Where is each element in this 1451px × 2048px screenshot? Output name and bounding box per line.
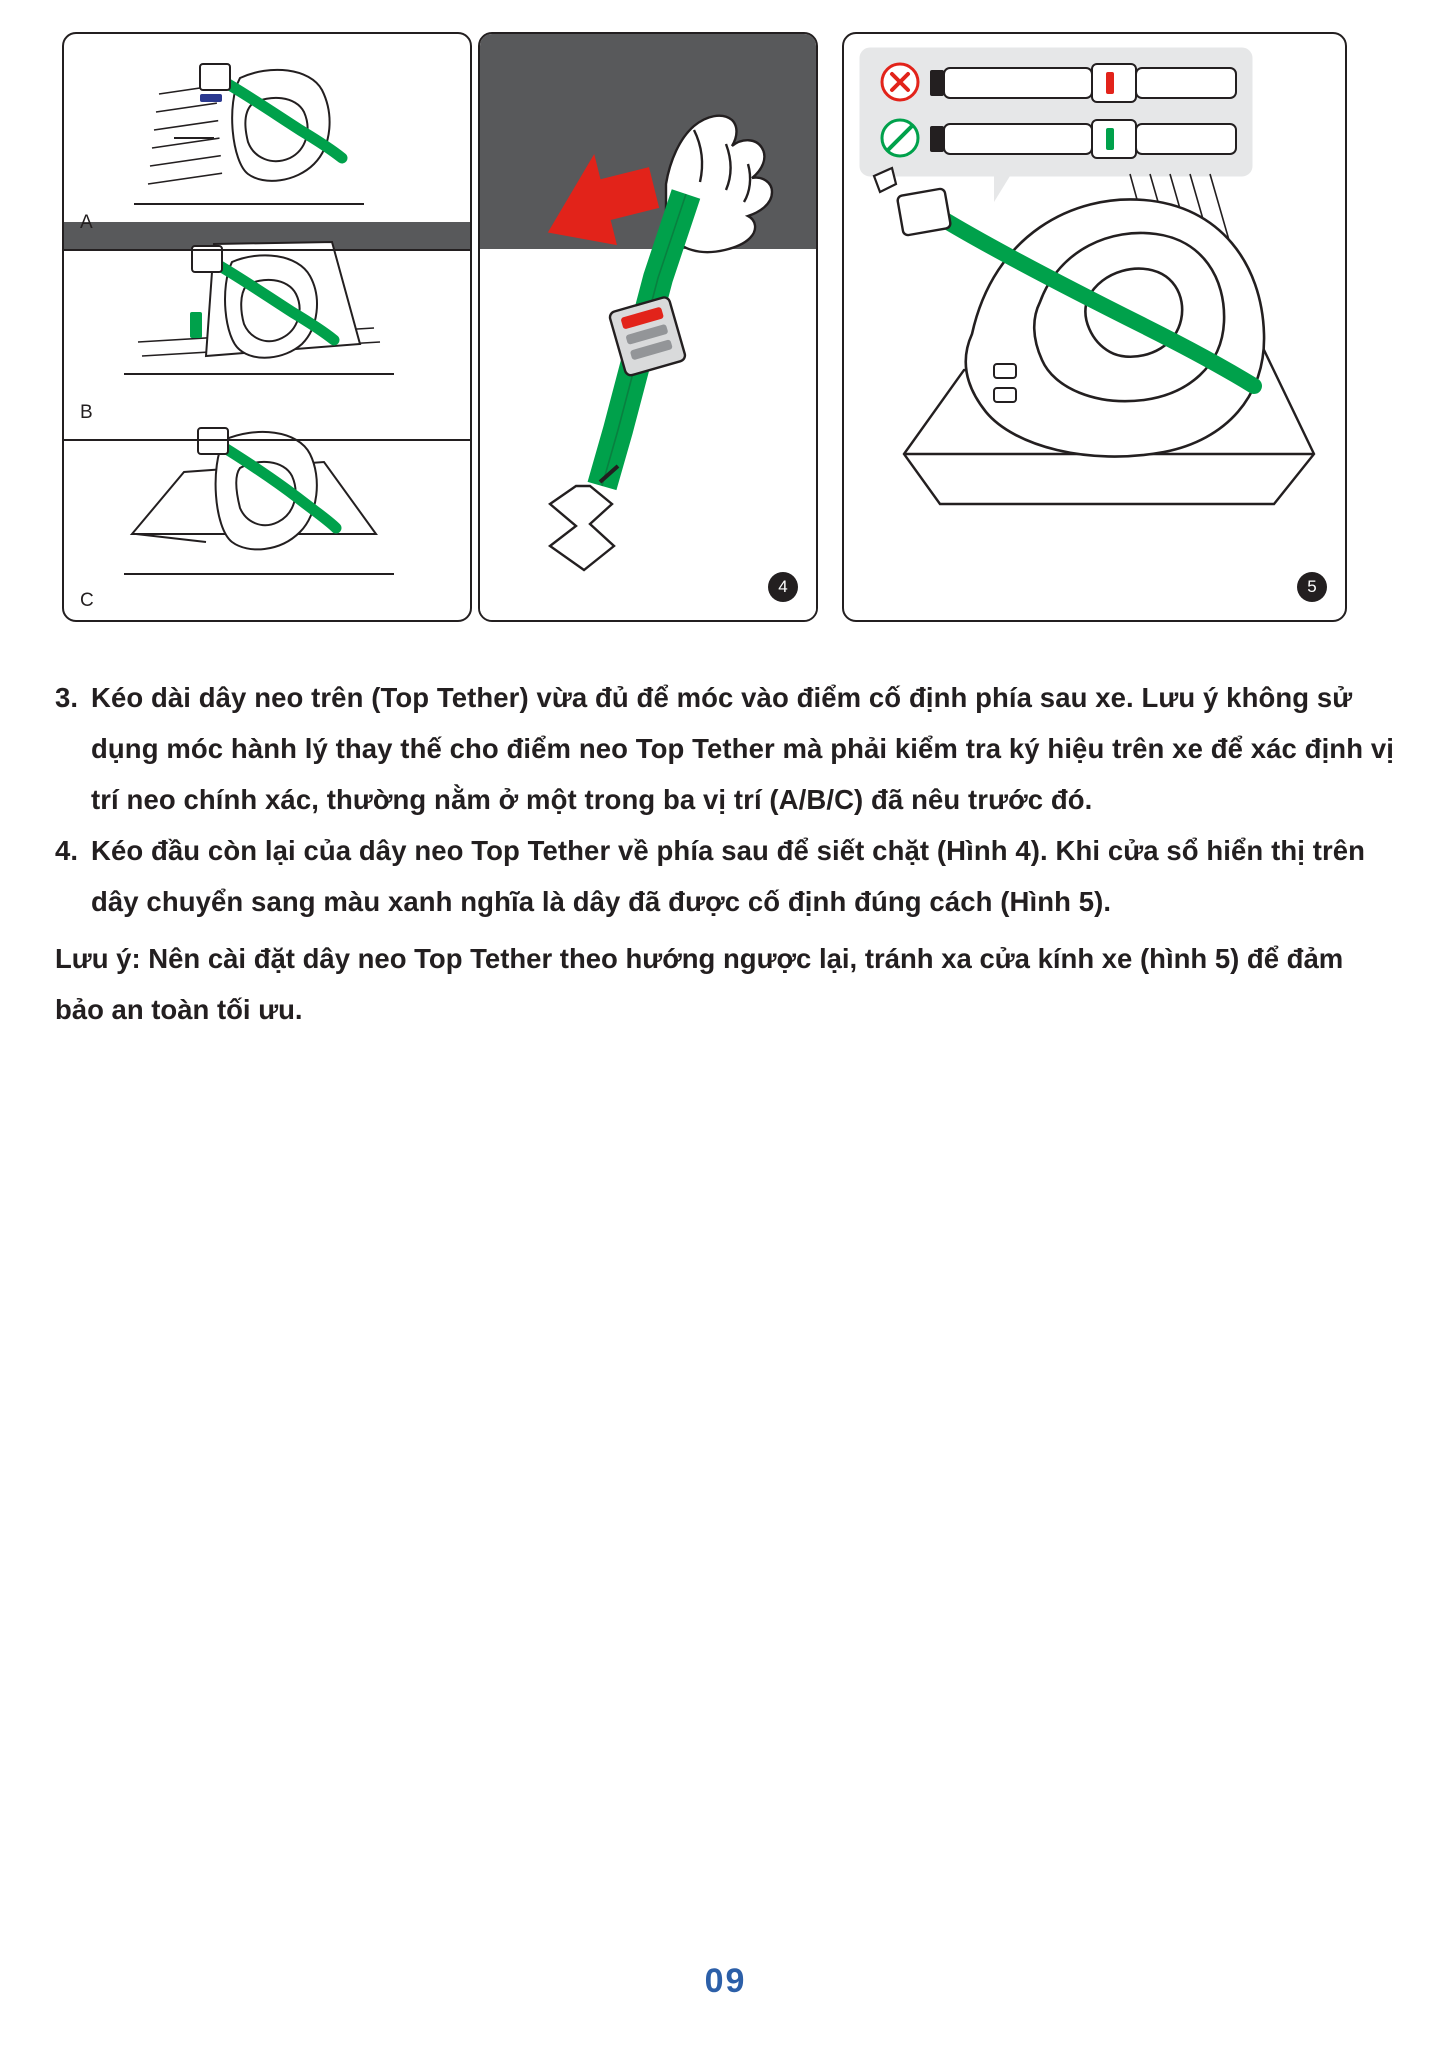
note-text: Nên cài đặt dây neo Top Tether theo hướng ngược lại, tránh xa cửa kính xe (hình 5) để đảm bảo an toàn tối ưu. — [55, 943, 1344, 1025]
instruction-text-block — [55, 672, 1395, 1035]
figure-panel-tighten-strap — [478, 32, 818, 622]
instruction-number-4: 4. — [55, 835, 79, 866]
instruction-body-4: Kéo đầu còn lại của dây neo Top Tether về phía sau để siết chặt (Hình 4). Khi cửa sổ hiển thị trên dây chuyển sang màu xanh nghĩa là dây đã được cố định đúng cách (Hình 5). — [91, 835, 1366, 917]
tighten-strap-illustration — [480, 34, 816, 620]
sublabel-a: A — [80, 212, 94, 233]
instruction-body-3: Kéo dài dây neo trên (Top Tether) vừa đủ để móc vào điểm cố định phía sau xe. Lưu ý không sử dụng móc hành lý thay thế cho điểm neo Top Tether mà phải kiểm tra ký hiệu trên xe để xác định vị trí neo chính xác, thường nằm ở một trong ba vị trí (A/B/C) đã nêu trước đó. — [91, 682, 1394, 815]
note-paragraph — [55, 933, 1395, 1035]
instruction-number-3: 3. — [55, 682, 79, 713]
correct-routing-illustration — [844, 34, 1345, 620]
instruction-item-3 — [55, 672, 1395, 825]
instruction-item-4 — [55, 825, 1395, 927]
anchor-location-illustrations — [64, 34, 470, 620]
figure-panel-correct-routing — [842, 32, 1347, 622]
figure-badge-5: 5 — [1297, 572, 1327, 602]
note-label: Lưu ý: — [55, 943, 141, 974]
figure-panel-anchor-locations — [62, 32, 472, 622]
figure-badge-4: 4 — [768, 572, 798, 602]
sublabel-c: C — [80, 590, 95, 611]
page-number: 09 — [704, 1962, 747, 2000]
sublabel-b: B — [80, 402, 94, 423]
figure-group — [0, 0, 1451, 645]
